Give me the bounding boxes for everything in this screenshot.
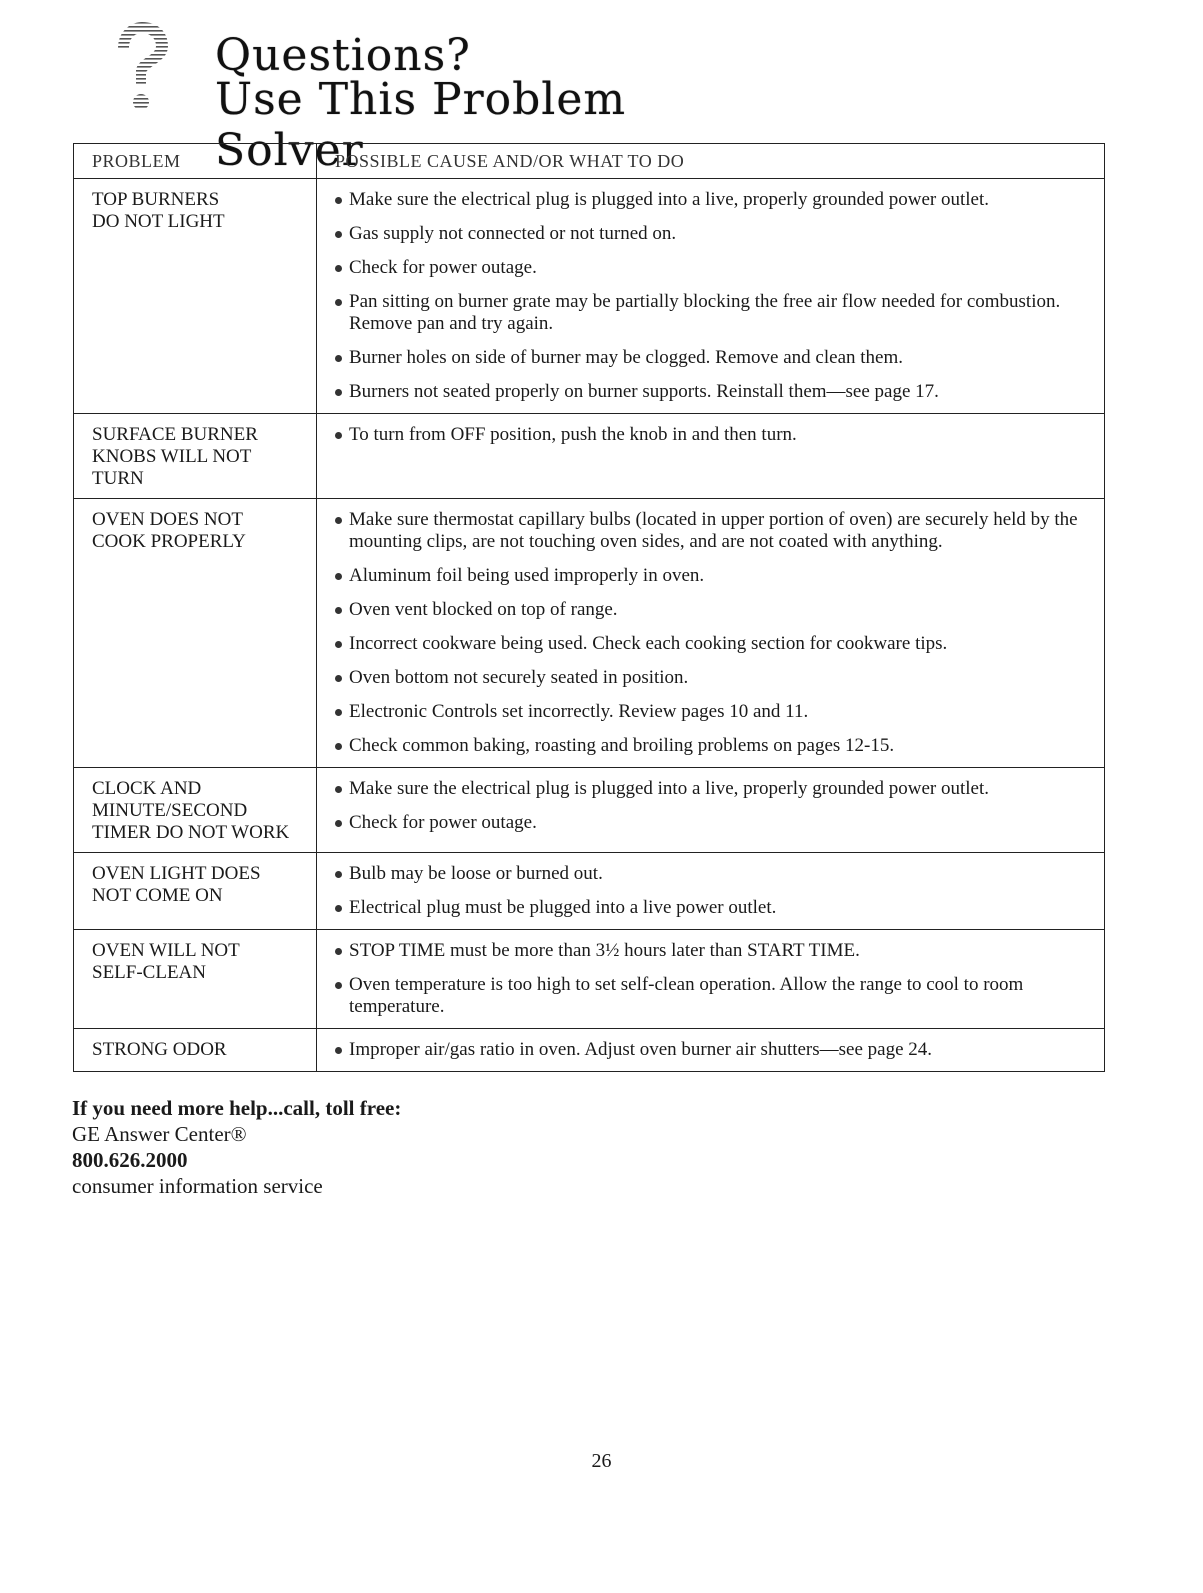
cause-item [335, 565, 1094, 587]
bullet-icon [335, 905, 342, 912]
cause-item [335, 667, 1094, 689]
problem-solver-table [73, 143, 1105, 1072]
bullet-icon [335, 265, 342, 272]
cause-item [335, 347, 1094, 369]
problem-cell: SURFACE BURNER KNOBS WILL NOT TURN [74, 414, 317, 499]
cause-item [335, 633, 1094, 655]
table-row [74, 930, 1105, 1029]
bullet-icon [335, 1047, 342, 1054]
bullet-icon [335, 432, 342, 439]
cause-text: Gas supply not connected or not turned on. [349, 223, 677, 244]
cause-item [335, 424, 1094, 446]
bullet-icon [335, 607, 342, 614]
table-row [74, 499, 1105, 768]
cause-text: STOP TIME must be more than 3½ hours later than START TIME. [349, 940, 860, 961]
cause-text: Improper air/gas ratio in oven. Adjust oven burner air shutters—see page 24. [349, 1039, 933, 1060]
help-section [72, 1095, 401, 1199]
cause-item [335, 189, 1094, 211]
cause-text: Oven vent blocked on top of range. [349, 599, 618, 620]
cause-text: To turn from OFF position, push the knob in and then turn. [349, 424, 797, 445]
bullet-icon [335, 709, 342, 716]
cause-cell [317, 179, 1105, 414]
cause-cell [317, 853, 1105, 930]
cause-text: Electronic Controls set incorrectly. Review pages 10 and 11. [349, 701, 809, 722]
bullet-icon [335, 299, 342, 306]
problem-cell: OVEN LIGHT DOES NOT COME ON [74, 853, 317, 930]
problem-cell: TOP BURNERS DO NOT LIGHT [74, 179, 317, 414]
cause-item [335, 599, 1094, 621]
cause-text: Make sure the electrical plug is plugged into a live, properly grounded power outlet. [349, 778, 990, 799]
bullet-icon [335, 820, 342, 827]
bullet-icon [335, 982, 342, 989]
cause-cell [317, 768, 1105, 853]
cause-text: Burner holes on side of burner may be clogged. Remove and clean them. [349, 347, 903, 368]
cause-item [335, 940, 1094, 962]
help-center-name: GE Answer Center® [72, 1122, 247, 1146]
bullet-icon [335, 871, 342, 878]
cause-item [335, 291, 1094, 335]
cause-text: Incorrect cookware being used. Check each cooking section for cookware tips. [349, 633, 948, 654]
problem-cell: OVEN DOES NOT COOK PROPERLY [74, 499, 317, 768]
column-header-cause: POSSIBLE CAUSE AND/OR WHAT TO DO [317, 144, 1105, 179]
cause-item [335, 778, 1094, 800]
cause-text: Check for power outage. [349, 812, 537, 833]
cause-item [335, 223, 1094, 245]
cause-list [335, 424, 1094, 446]
bullet-icon [335, 355, 342, 362]
cause-cell [317, 930, 1105, 1029]
cause-item [335, 974, 1094, 1018]
page-number: 26 [591, 1450, 612, 1472]
cause-list [335, 1039, 1094, 1061]
cause-text: Electrical plug must be plugged into a live power outlet. [349, 897, 777, 918]
problem-cell: OVEN WILL NOT SELF-CLEAN [74, 930, 317, 1029]
cause-text: Pan sitting on burner grate may be partially blocking the free air flow needed for combustion. Remove pan and try again. [349, 291, 1061, 334]
bullet-icon [335, 517, 342, 524]
cause-item [335, 812, 1094, 834]
cause-cell [317, 1029, 1105, 1072]
cause-text: Check for power outage. [349, 257, 537, 278]
cause-text: Oven bottom not securely seated in position. [349, 667, 689, 688]
cause-list [335, 863, 1094, 919]
cause-item [335, 509, 1094, 553]
question-mark-logo-icon [80, 18, 200, 118]
table-body [74, 179, 1105, 1072]
cause-item [335, 735, 1094, 757]
table-row [74, 853, 1105, 930]
cause-cell [317, 499, 1105, 768]
cause-text: Bulb may be loose or burned out. [349, 863, 603, 884]
problem-cell: CLOCK AND MINUTE/SECOND TIMER DO NOT WORK [74, 768, 317, 853]
cause-item [335, 1039, 1094, 1061]
cause-item [335, 381, 1094, 403]
cause-text: Check common baking, roasting and broiling problems on pages 12-15. [349, 735, 895, 756]
table-row [74, 1029, 1105, 1072]
table-header-row [74, 144, 1105, 179]
cause-text: Burners not seated properly on burner supports. Reinstall them—see page 17. [349, 381, 939, 402]
cause-text: Oven temperature is too high to set self-clean operation. Allow the range to cool to room temperature. [349, 974, 1024, 1017]
bullet-icon [335, 197, 342, 204]
bullet-icon [335, 389, 342, 396]
table-row [74, 768, 1105, 853]
bullet-icon [335, 786, 342, 793]
bullet-icon [335, 641, 342, 648]
bullet-icon [335, 675, 342, 682]
cause-list [335, 778, 1094, 834]
cause-list [335, 940, 1094, 1018]
page-title-line-2: Use This Problem Solver [215, 74, 627, 176]
bullet-icon [335, 743, 342, 750]
cause-list [335, 509, 1094, 757]
bullet-icon [335, 573, 342, 580]
cause-item [335, 897, 1094, 919]
cause-item [335, 257, 1094, 279]
bullet-icon [335, 948, 342, 955]
problem-cell: STRONG ODOR [74, 1029, 317, 1072]
table-row [74, 179, 1105, 414]
cause-list [335, 189, 1094, 403]
cause-cell [317, 414, 1105, 499]
bullet-icon [335, 231, 342, 238]
help-heading: If you need more help...call, toll free: [72, 1096, 402, 1120]
help-service-label: consumer information service [72, 1174, 323, 1198]
column-header-problem: PROBLEM [74, 144, 317, 179]
help-phone-number: 800.626.2000 [72, 1148, 188, 1172]
cause-item [335, 701, 1094, 723]
table-row [74, 414, 1105, 499]
cause-item [335, 863, 1094, 885]
cause-text: Make sure thermostat capillary bulbs (located in upper portion of oven) are securely held by the mounting clips, are not touching oven sides, and are not coated with anything. [349, 509, 1078, 552]
cause-text: Make sure the electrical plug is plugged into a live, properly grounded power outlet. [349, 189, 990, 210]
page-title-line-1: Questions? [215, 30, 471, 81]
cause-text: Aluminum foil being used improperly in oven. [349, 565, 705, 586]
